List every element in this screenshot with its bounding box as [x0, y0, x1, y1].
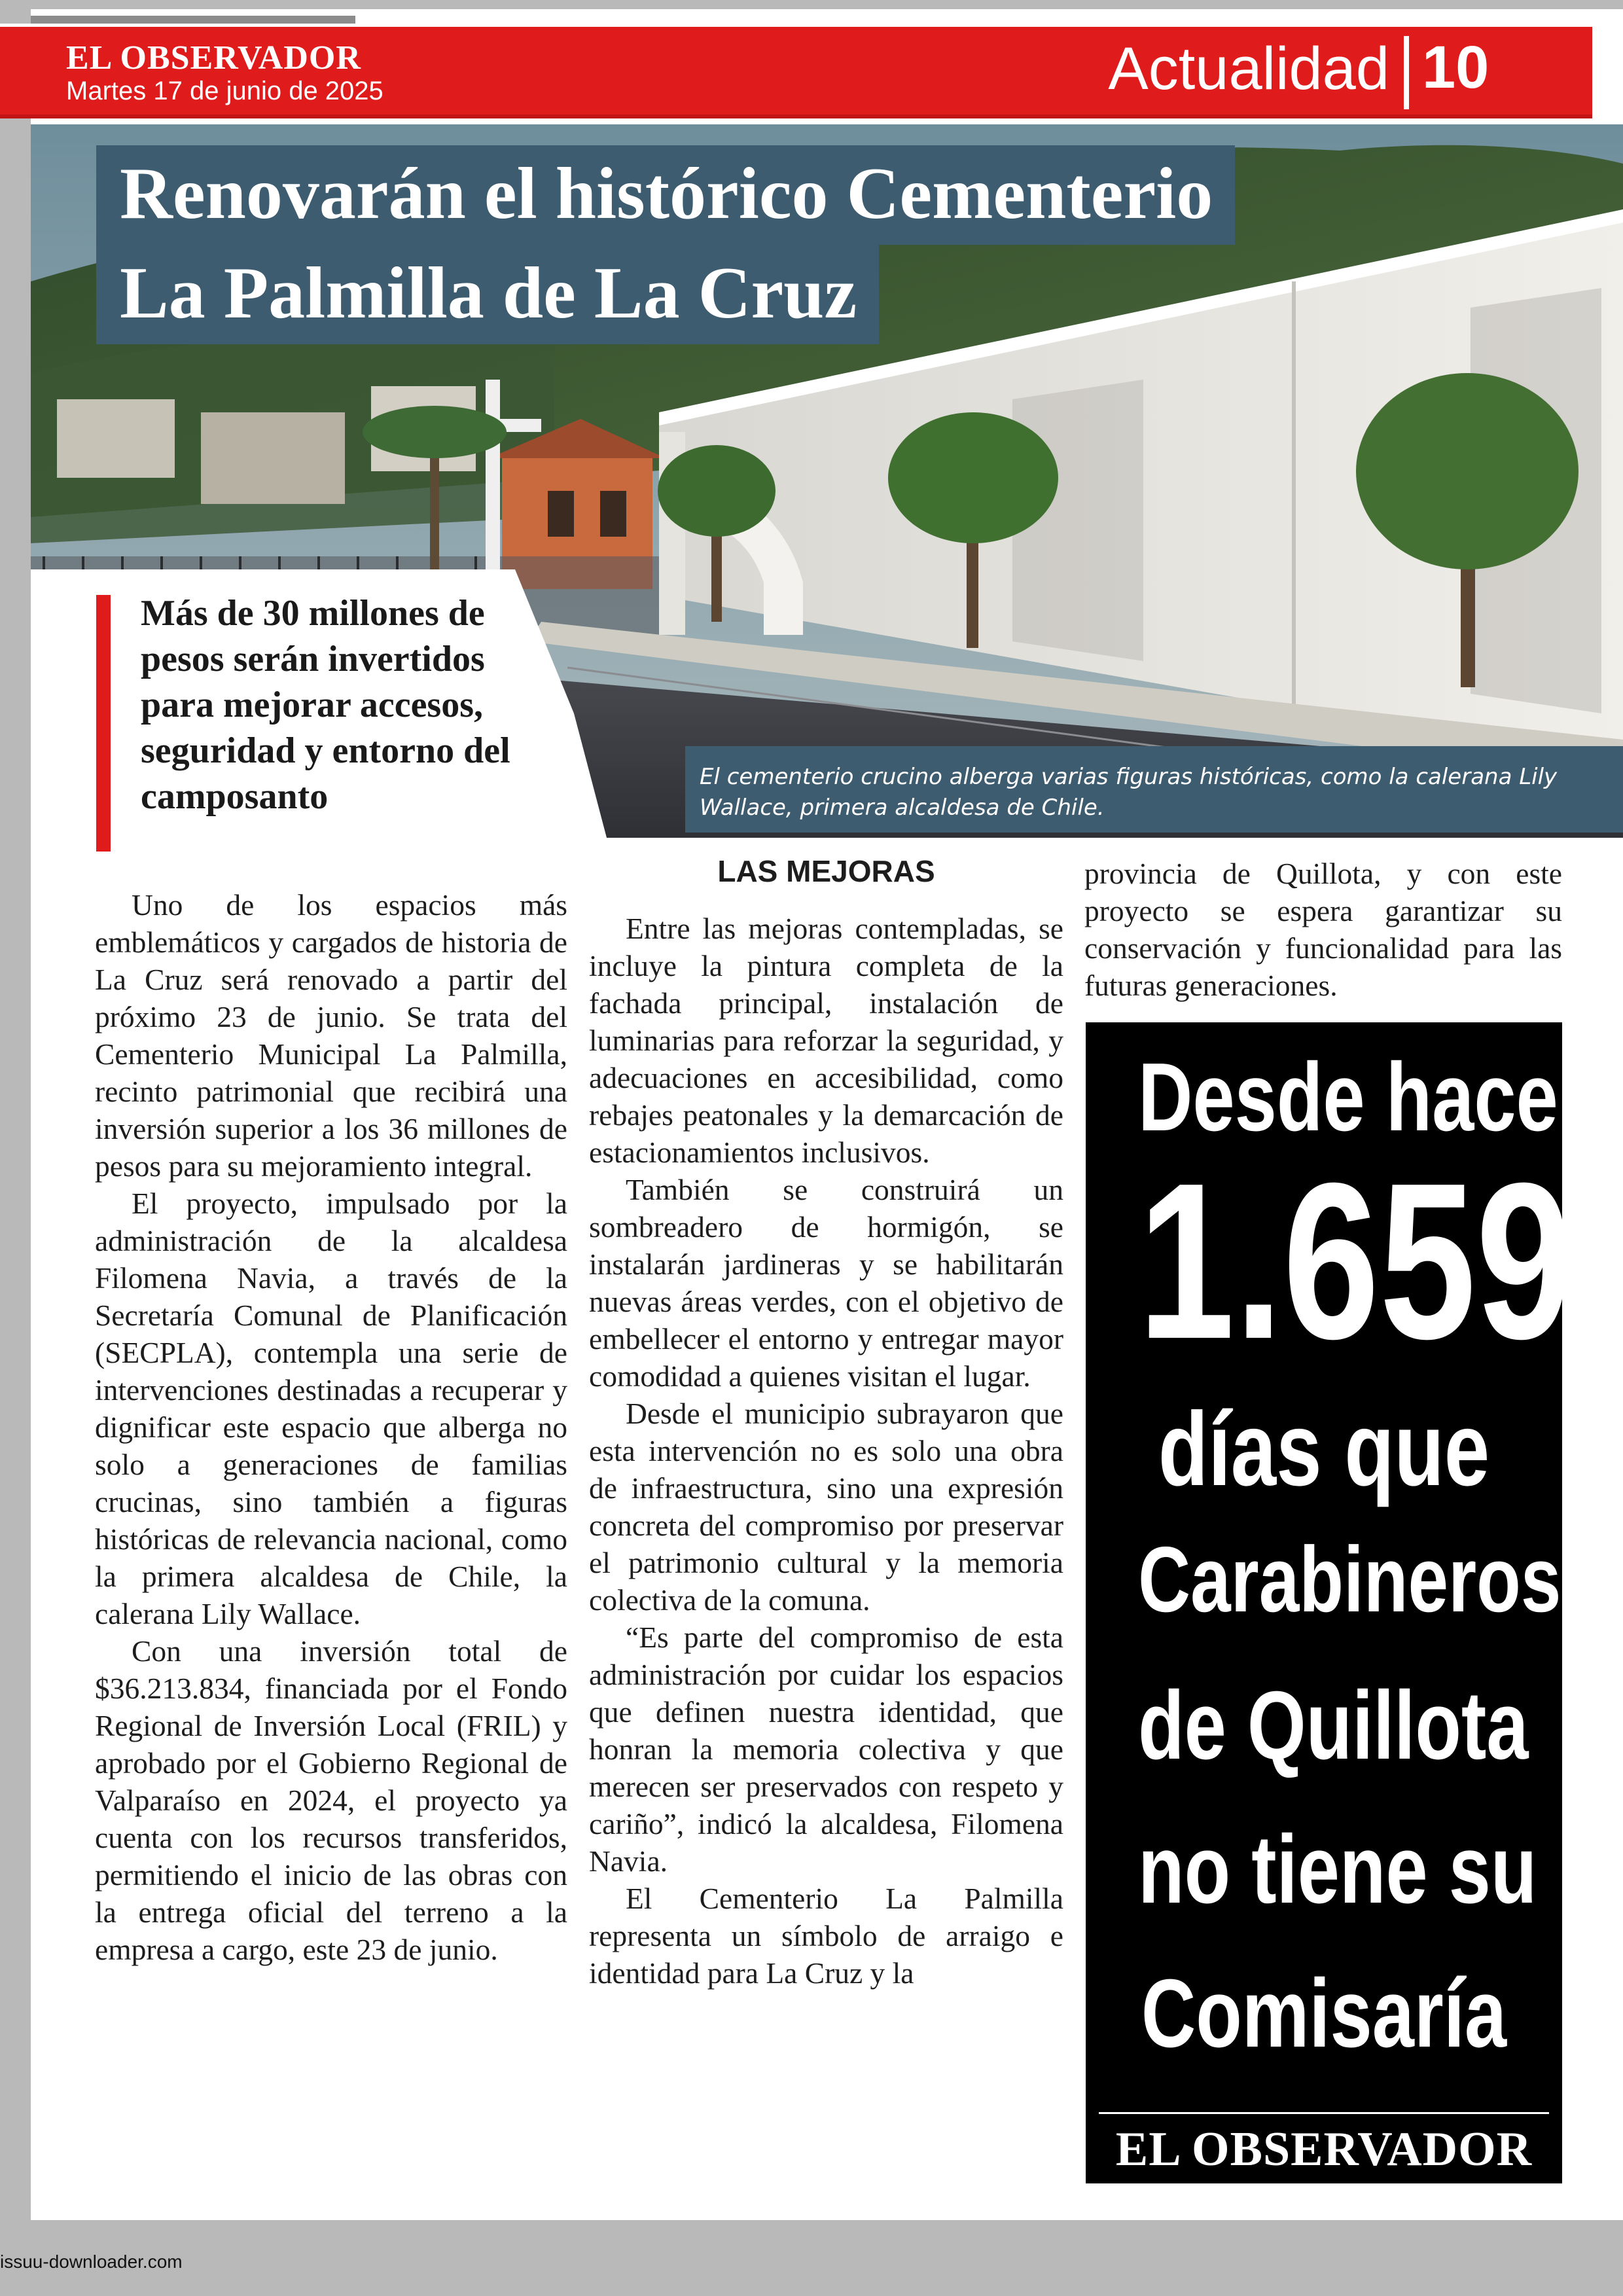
paragraph: Entre las mejoras contempladas, se incluye la pintura completa de la fachada principal, instalación de luminarias para reforzar la seguridad, y adecuaciones en accesibilidad, como rebajes peatonales y la demarcación de estacionamientos inclusivos. [589, 912, 1063, 1169]
article-column-2 [589, 910, 1063, 1992]
deck-accent-bar [96, 595, 111, 852]
ad-day-count: 1.659 [1138, 1137, 1573, 1386]
headline-line-1: Renovarán el histórico Cementerio [96, 145, 1235, 245]
publication-name: EL OBSERVADOR [66, 39, 361, 77]
headline-line-2: La Palmilla de La Cruz [96, 245, 879, 344]
paragraph: También se construirá un sombreadero de hormigón, se instalarán jardineras y se habilitarán nuevas áreas verdes, con el objetivo de embellecer el entorno y entregar mayor comodidad a quienes visitan el lugar. [589, 1173, 1063, 1393]
ad-line-6: no tiene su [1138, 1816, 1537, 1924]
newspaper-page [31, 9, 1623, 2220]
article-column-3 [1084, 855, 1562, 1004]
paragraph: Uno de los espacios más emblemáticos y cargados de historia de La Cruz será renovado a partir del próximo 23 de junio. Se trata del Cementerio Municipal La Palmilla, recinto patrimonial que recibirá una inversión superior a los 36 millones de pesos para su mejoramiento integral. [95, 888, 567, 1183]
ad-brand: EL OBSERVADOR [1115, 2123, 1533, 2176]
section-name: Actualidad [1108, 35, 1389, 102]
page-number: 10 [1422, 34, 1489, 101]
paragraph: provincia de Quillota, y con este proyecto se espera garantizar su conservación y funcionalidad para las futuras generaciones. [1084, 857, 1562, 1002]
masthead-separator [1404, 36, 1409, 109]
paragraph: El proyecto, impulsado por la administración de la alcaldesa Filomena Navia, a través de la Secretaría Comunal de Planificación (SECPLA), contempla una serie de intervenciones destinadas a recuperar y dignificar este espacio que alberga no solo a generaciones de familias crucinas, sino también a figuras históricas de relevancia nacional, como la primera alcaldesa de Chile, la calerana Lily Wallace. [95, 1187, 567, 1630]
ad-line-5: de Quillota [1138, 1672, 1529, 1780]
masthead [0, 24, 1592, 118]
advertisement-box [1086, 1022, 1573, 2183]
ad-line-3: días que [1158, 1390, 1490, 1507]
paragraph: Con una inversión total de $36.213.834, financiada por el Fondo Regional de Inversión Local (FRIL) y aprobado por el Gobierno Regional de Valparaíso en 2024, el proyecto ya cuenta con los recursos transferidos, permitiendo el inicio de las obras con la entrega oficial del terreno a la empresa a cargo, este 23 de junio. [95, 1634, 567, 1966]
ad-divider [1099, 2112, 1549, 2114]
publication-date: Martes 17 de junio de 2025 [66, 77, 383, 105]
paragraph: “Es parte del compromiso de esta administración por cuidar los espacios que definen nuestra identidad, que honran la memoria colectiva y que merecen ser preservados con respeto y cariño”, indicó la alcaldesa, Filomena Navia. [589, 1621, 1063, 1878]
ad-line-7: Comisaría [1141, 1960, 1507, 2068]
deck-subheadline: Más de 30 millones de pesos serán invertidos para mejorar accesos, seguridad y entorno del camposanto [141, 593, 510, 817]
paragraph: Desde el municipio subrayaron que esta intervención no es solo una obra de infraestructura, sino una expresión concreta del compromiso por preservar el patrimonio cultural y la memoria colectiva de la comuna. [589, 1397, 1063, 1617]
article-column-1 [95, 886, 567, 1968]
photo-caption: El cementerio crucino alberga varias figuras históricas, como la calerana Lily Wallace, primera alcaldesa de Chile. [685, 746, 1623, 833]
section-subhead: LAS MEJORAS [717, 854, 935, 888]
paragraph: El Cementerio La Palmilla representa un símbolo de arraigo e identidad para La Cruz y la [589, 1882, 1063, 1990]
footer-watermark: issuu-downloader.com [0, 2251, 183, 2272]
ad-line-1: Desde hace [1138, 1043, 1558, 1151]
ad-line-4: Carabineros [1138, 1528, 1561, 1632]
